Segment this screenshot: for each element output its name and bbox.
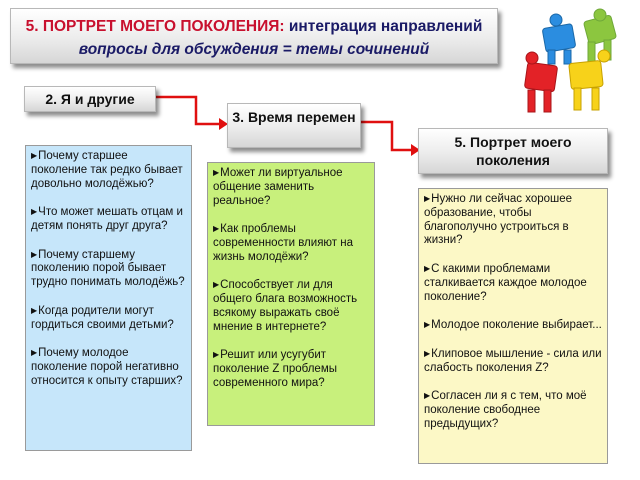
question-item: ▶Решит или усугубит поколение Z проблемы современного мира?: [213, 349, 337, 389]
question-item: ▶Почему старшему поколению порой бывает трудно понимать молодёжь?: [31, 248, 185, 289]
question-item: ▶Почему старшее поколение так редко бывает довольно молодёжью?: [31, 150, 183, 190]
question-item: ▶Почему молодое поколение порой негативно относится к опыту старших?: [31, 347, 183, 387]
blue-figure: [542, 14, 576, 64]
header-me-and-others: 2. Я и другие: [24, 86, 156, 112]
question-item: ▶Может ли виртуальное общение заменить реальное?: [213, 167, 343, 207]
bullet-triangle-icon: ▶: [31, 348, 38, 358]
puzzle-figures-icon: [508, 6, 628, 118]
question-item: ▶С какими проблемами сталкивается каждое молодое поколение?: [424, 262, 587, 303]
header-portrait-of-generation: 5. Портрет моего поколения: [418, 128, 608, 174]
bullet-triangle-icon: ▶: [31, 151, 38, 160]
bullet-triangle-icon: ▶: [31, 249, 38, 259]
question-item: ▶Клиповое мышление - сила или слабость поколения Z?: [424, 347, 602, 374]
title-line-2: вопросы для обсуждения = темы сочинений: [78, 41, 430, 58]
bullet-triangle-icon: ▶: [424, 263, 431, 273]
arrow-1-to-2: [156, 97, 219, 124]
question-item: ▶Когда родители могут гордиться своими детьми?: [31, 304, 174, 331]
questions-panel-me-and-others: [25, 145, 192, 451]
bullet-triangle-icon: ▶: [213, 350, 220, 360]
title-subtitle: интеграция направлений: [288, 18, 483, 35]
title-topic: 5. ПОРТРЕТ МОЕГО ПОКОЛЕНИЯ:: [25, 18, 285, 35]
bullet-triangle-icon: ▶: [424, 348, 431, 358]
question-item: ▶Молодое поколение выбирает...: [424, 319, 602, 332]
arrow-2-to-3: [361, 122, 411, 150]
question-item: ▶Согласен ли я с тем, что моё поколение свободнее предыдущих?: [424, 390, 587, 430]
bullet-triangle-icon: ▶: [424, 320, 431, 330]
bullet-triangle-icon: ▶: [213, 280, 220, 290]
bullet-triangle-icon: ▶: [424, 391, 431, 401]
bullet-triangle-icon: ▶: [424, 194, 431, 203]
questions-panel-portrait-of-generation: [418, 188, 608, 464]
bullet-triangle-icon: ▶: [213, 224, 220, 234]
bullet-triangle-icon: ▶: [213, 168, 220, 177]
bullet-triangle-icon: ▶: [31, 305, 38, 315]
bullet-triangle-icon: ▶: [31, 207, 38, 217]
header-time-of-change: 3. Время перемен: [227, 103, 361, 148]
question-item: ▶Что может мешать отцам и детям понять друг друга?: [31, 206, 183, 232]
question-item: ▶Нужно ли сейчас хорошее образование, чтобы благополучно устроиться в жизни?: [424, 193, 573, 247]
questions-panel-time-of-change: [207, 162, 375, 426]
question-item: ▶Как проблемы современности влияют на жизнь молодёжи?: [213, 223, 353, 263]
page-title: [10, 8, 498, 64]
title-line-1: [11, 18, 497, 36]
question-item: ▶Способствует ли для общего блага возможность всякому выражать своё мнение в интернете?: [213, 279, 358, 333]
